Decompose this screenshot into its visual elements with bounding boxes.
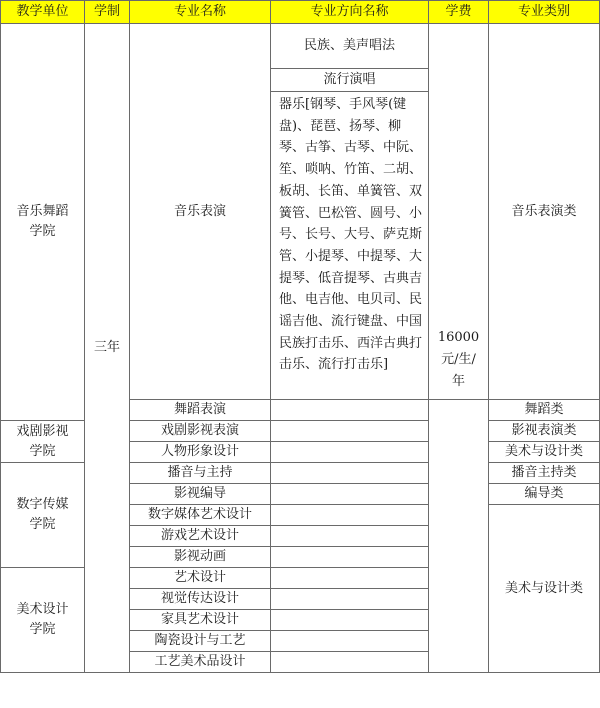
major-cell: 游戏艺术设计 [130, 526, 271, 547]
major-cell: 影视编导 [130, 484, 271, 505]
major-cell: 影视动画 [130, 547, 271, 568]
major-cell: 舞蹈表演 [130, 400, 271, 421]
category-cell: 影视表演类 [489, 421, 600, 442]
direction-cell [271, 589, 429, 610]
direction-cell [271, 463, 429, 484]
category-cell: 美术与设计类 [489, 442, 600, 463]
direction-cell [271, 421, 429, 442]
direction-cell [271, 631, 429, 652]
direction-cell [271, 442, 429, 463]
fee-cell [429, 24, 489, 400]
major-cell: 家具艺术设计 [130, 610, 271, 631]
direction-cell [271, 505, 429, 526]
category-cell: 编导类 [489, 484, 600, 505]
header-row [1, 1, 600, 24]
direction-cell [271, 610, 429, 631]
unit-name: 数字传媒学院 [16, 497, 69, 532]
fee-cell-empty [429, 400, 489, 673]
header-major: 专业名称 [130, 1, 271, 24]
unit-cell [1, 24, 85, 421]
unit-name: 戏剧影视学院 [16, 423, 69, 459]
header-unit: 教学单位 [1, 1, 85, 24]
category-cell: 音乐表演类 [489, 24, 600, 400]
unit-name: 音乐舞蹈学院 [16, 204, 69, 239]
direction-cell [271, 652, 429, 673]
direction-cell [271, 400, 429, 421]
major-cell: 工艺美术品设计 [130, 652, 271, 673]
direction-cell: 流行演唱 [271, 69, 429, 92]
category-cell: 舞蹈类 [489, 400, 600, 421]
unit-cell [1, 568, 85, 673]
direction-cell: 民族、美声唱法 [271, 24, 429, 69]
major-cell: 播音与主持 [130, 463, 271, 484]
unit-cell [1, 421, 85, 463]
major-cell: 人物形象设计 [130, 442, 271, 463]
major-cell: 陶瓷设计与工艺 [130, 631, 271, 652]
header-direction: 专业方向名称 [271, 1, 429, 24]
header-category: 专业类别 [489, 1, 600, 24]
major-cell: 艺术设计 [130, 568, 271, 589]
direction-cell: 器乐[钢琴、手风琴(键盘)、琵琶、扬琴、柳琴、古筝、古琴、中阮、笙、唢呐、竹笛、二胡、板胡、长笛、单簧管、双簧管、巴松管、圆号、小号、长号、大号、萨克斯管、小提琴、中提琴、大提琴、低音提琴、古典吉他、电吉他、电贝司、民谣吉他、流行键盘、中国民族打击乐、西洋古典打击乐、流行打击乐] [271, 92, 429, 400]
fee-text: 16000元/生/年 [437, 330, 480, 389]
direction-cell [271, 547, 429, 568]
direction-cell [271, 568, 429, 589]
category-cell: 美术与设计类 [489, 505, 600, 673]
major-cell: 数字媒体艺术设计 [130, 505, 271, 526]
direction-cell [271, 526, 429, 547]
major-cell: 戏剧影视表演 [130, 421, 271, 442]
direction-cell [271, 484, 429, 505]
header-duration: 学制 [85, 1, 130, 24]
table-row [1, 24, 600, 69]
major-cell: 视觉传达设计 [130, 589, 271, 610]
unit-name: 美术设计学院 [16, 602, 69, 637]
header-fee: 学费 [429, 1, 489, 24]
major-cell: 音乐表演 [130, 24, 271, 400]
category-cell: 播音主持类 [489, 463, 600, 484]
unit-cell [1, 463, 85, 568]
duration-cell: 三年 [85, 24, 130, 673]
